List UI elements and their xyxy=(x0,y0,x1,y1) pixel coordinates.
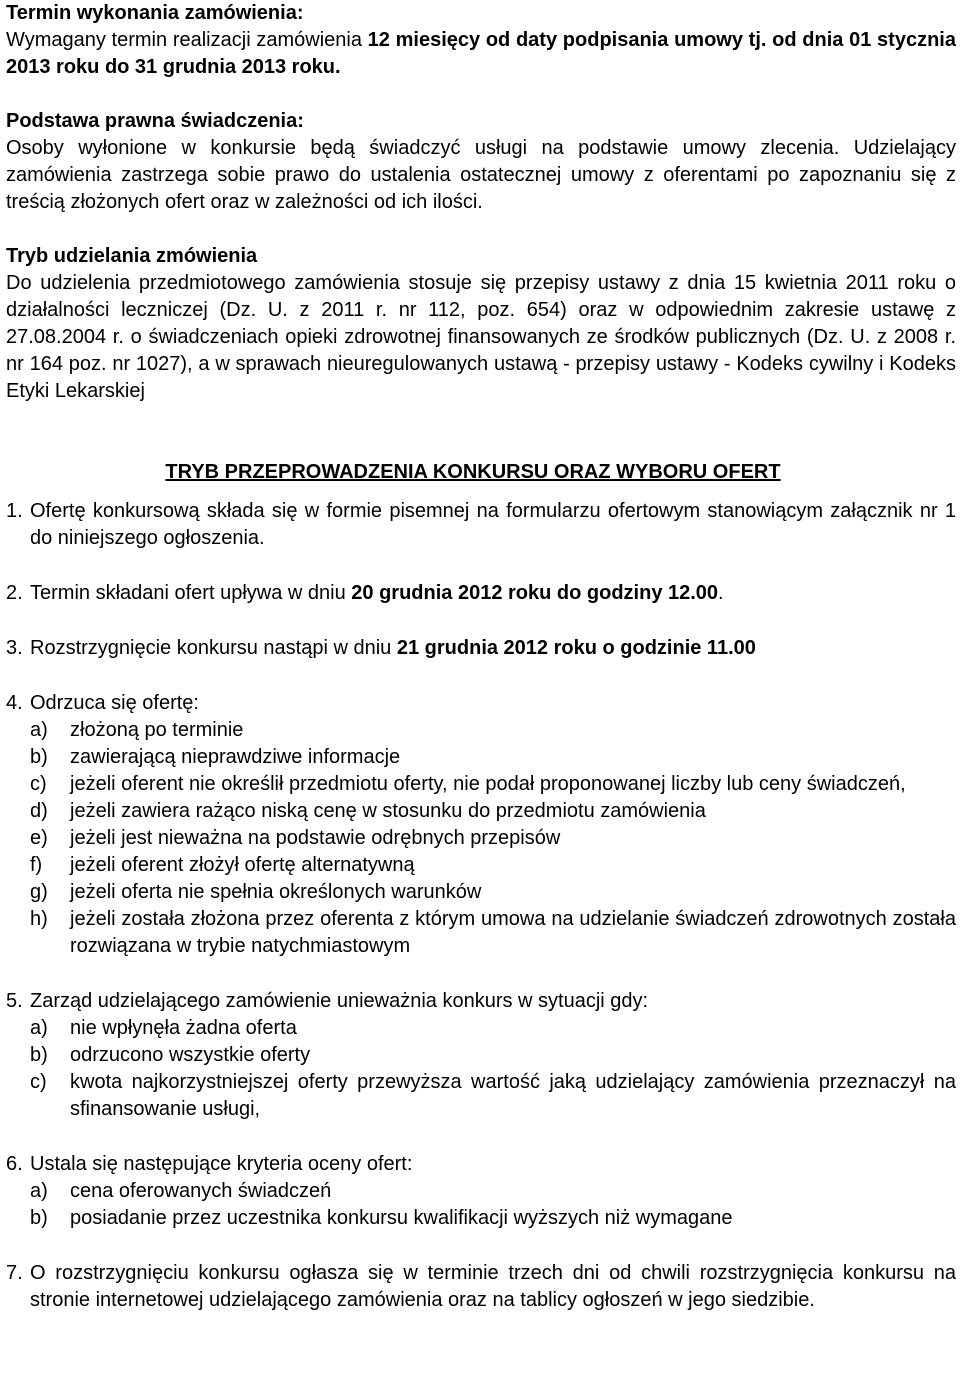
list-text: Odrzuca się ofertę: xyxy=(30,692,199,714)
section-title: TRYB PRZEPROWADZENIA KONKURSU ORAZ WYBORU OFERT xyxy=(165,461,781,483)
sub-text: posiadanie przez uczestnika konkursu kwalifikacji wyższych niż wymagane xyxy=(70,1207,733,1229)
list-text: Zarząd udzielającego zamówienie unieważnia konkurs w sytuacji gdy: xyxy=(30,990,649,1012)
sub-label: e) xyxy=(30,827,48,849)
list-number: 5. xyxy=(6,990,23,1012)
sub-text: odrzucono wszystkie oferty xyxy=(70,1044,311,1066)
sub-text: jeżeli jest nieważna na podstawie odrębnych przepisów xyxy=(70,827,561,849)
list-text xyxy=(30,635,956,662)
sub-item-a xyxy=(30,717,956,744)
sub-item-b xyxy=(30,1042,956,1069)
sub-label: d) xyxy=(30,800,48,822)
list-item-4 xyxy=(6,690,956,960)
list-text xyxy=(30,580,956,607)
sub-item-d xyxy=(30,798,956,825)
list-text: Ustala się następujące kryteria oceny ofert: xyxy=(30,1153,413,1175)
termin-text-plain: Wymagany termin realizacji zamówienia xyxy=(6,29,368,51)
list-number: 6. xyxy=(6,1153,23,1175)
list-number: 3. xyxy=(6,637,23,659)
sub-list xyxy=(30,1178,956,1232)
podstawa-heading: Podstawa prawna świadczenia: xyxy=(6,110,304,132)
termin-heading: Termin wykonania zamówienia: xyxy=(6,2,304,24)
list-number: 1. xyxy=(6,500,23,522)
list-text-bold: 21 grudnia 2012 roku o godzinie 11.00 xyxy=(396,637,756,659)
sub-text: jeżeli oferta nie spełnia określonych warunków xyxy=(70,881,482,903)
sub-text: zawierającą nieprawdziwe informacje xyxy=(70,746,401,768)
sub-text: złożoną po terminie xyxy=(70,719,244,741)
list-item-3 xyxy=(6,635,956,662)
sub-item-b xyxy=(30,1205,956,1232)
sub-item-f xyxy=(30,852,956,879)
sub-text: jeżeli oferent złożył ofertę alternatywną xyxy=(70,854,415,876)
sub-label: a) xyxy=(30,1180,48,1202)
tryb-section xyxy=(6,243,956,405)
list-number: 4. xyxy=(6,692,23,714)
podstawa-section xyxy=(6,108,956,216)
list-text-plain: Termin składani ofert upływa w dniu xyxy=(30,582,352,604)
sub-text: jeżeli oferent nie określił przedmiotu oferty, nie podał proponowanej liczby lub ceny świadczeń, xyxy=(70,773,906,795)
list-item-7 xyxy=(6,1260,956,1314)
sub-label: b) xyxy=(30,1044,48,1066)
sub-text: jeżeli zawiera rażąco niską cenę w stosunku do przedmiotu zamówienia xyxy=(70,800,706,822)
sub-label: c) xyxy=(30,1071,47,1093)
podstawa-text: Osoby wyłonione w konkursie będą świadczyć usługi na podstawie umowy zlecenia. Udzielający zamówienia zastrzega sobie prawo do ustalenia ostatecznej umowy z oferentami po zapoznaniu się z treścią złożonych ofert oraz w zależności od ich ilości. xyxy=(6,137,956,213)
sub-label: f) xyxy=(30,854,43,876)
sub-item-a xyxy=(30,1015,956,1042)
sub-list xyxy=(30,717,956,960)
list-text: Ofertę konkursową składa się w formie pisemnej na formularzu ofertowym stanowiącym załącznik nr 1 do niniejszego ogłoszenia. xyxy=(30,500,956,549)
sub-item-b xyxy=(30,744,956,771)
termin-text xyxy=(6,27,956,81)
list-number: 7. xyxy=(6,1262,23,1284)
sub-list xyxy=(30,1015,956,1123)
sub-label: g) xyxy=(30,881,48,903)
list-item-5 xyxy=(6,988,956,1123)
sub-item-e xyxy=(30,825,956,852)
sub-label: c) xyxy=(30,773,47,795)
sub-item-c xyxy=(30,771,956,798)
tryb-heading: Tryb udzielania zmówienia xyxy=(6,245,258,267)
sub-label: a) xyxy=(30,719,48,741)
list-item-2 xyxy=(6,580,956,607)
sub-label: b) xyxy=(30,746,48,768)
sub-text: nie wpłynęła żadna oferta xyxy=(70,1017,297,1039)
sub-label: a) xyxy=(30,1017,48,1039)
list-text-end: . xyxy=(718,582,724,604)
sub-item-a xyxy=(30,1178,956,1205)
sub-item-g xyxy=(30,879,956,906)
sub-label: b) xyxy=(30,1207,48,1229)
sub-item-c xyxy=(30,1069,956,1123)
sub-text: cena oferowanych świadczeń xyxy=(70,1180,332,1202)
termin-section xyxy=(6,0,956,81)
sub-text: jeżeli została złożona przez oferenta z którym umowa na udzielanie świadczeń zdrowotnych została rozwiązana w trybie natychmiastowym xyxy=(70,908,956,957)
sub-text: kwota najkorzystniejszej oferty przewyższa wartość jaką udzielający zamówienia przeznaczył na sfinansowanie usługi, xyxy=(70,1071,956,1120)
list-item-1 xyxy=(6,498,956,552)
list-text-plain: Rozstrzygnięcie konkursu nastąpi w dniu xyxy=(30,637,397,659)
list-item-6 xyxy=(6,1151,956,1232)
tryb-text: Do udzielenia przedmiotowego zamówienia stosuje się przepisy ustawy z dnia 15 kwietnia 2011 roku o działalności leczniczej (Dz. U. z 2011 r. nr 112, poz. 654) oraz w odpowiednim zakresie ustawę z 27.08.2004 r. o świadczeniach opieki zdrowotnej finansowanych ze środków publicznych (Dz. U. z 2008 r. nr 164 poz. nr 1027), a w sprawach nieuregulowanych ustawą - przepisy ustawy - Kodeks cywilny i Kodeks Etyki Lekarskiej xyxy=(6,272,956,402)
list-number: 2. xyxy=(6,582,23,604)
termin-text-bold: 12 miesięcy od daty podpisania umowy tj. od dnia 01 stycznia 2013 roku do 31 grudnia 2013 roku. xyxy=(6,29,956,78)
list-text-bold: 20 grudnia 2012 roku do godziny 12.00 xyxy=(351,582,719,604)
sub-label: h) xyxy=(30,908,48,930)
list-text: O rozstrzygnięciu konkursu ogłasza się w terminie trzech dni od chwili rozstrzygnięcia konkursu na stronie internetowej udzielającego zamówienia oraz na tablicy ogłoszeń w jego siedzibie. xyxy=(30,1262,956,1311)
sub-item-h xyxy=(30,906,956,960)
